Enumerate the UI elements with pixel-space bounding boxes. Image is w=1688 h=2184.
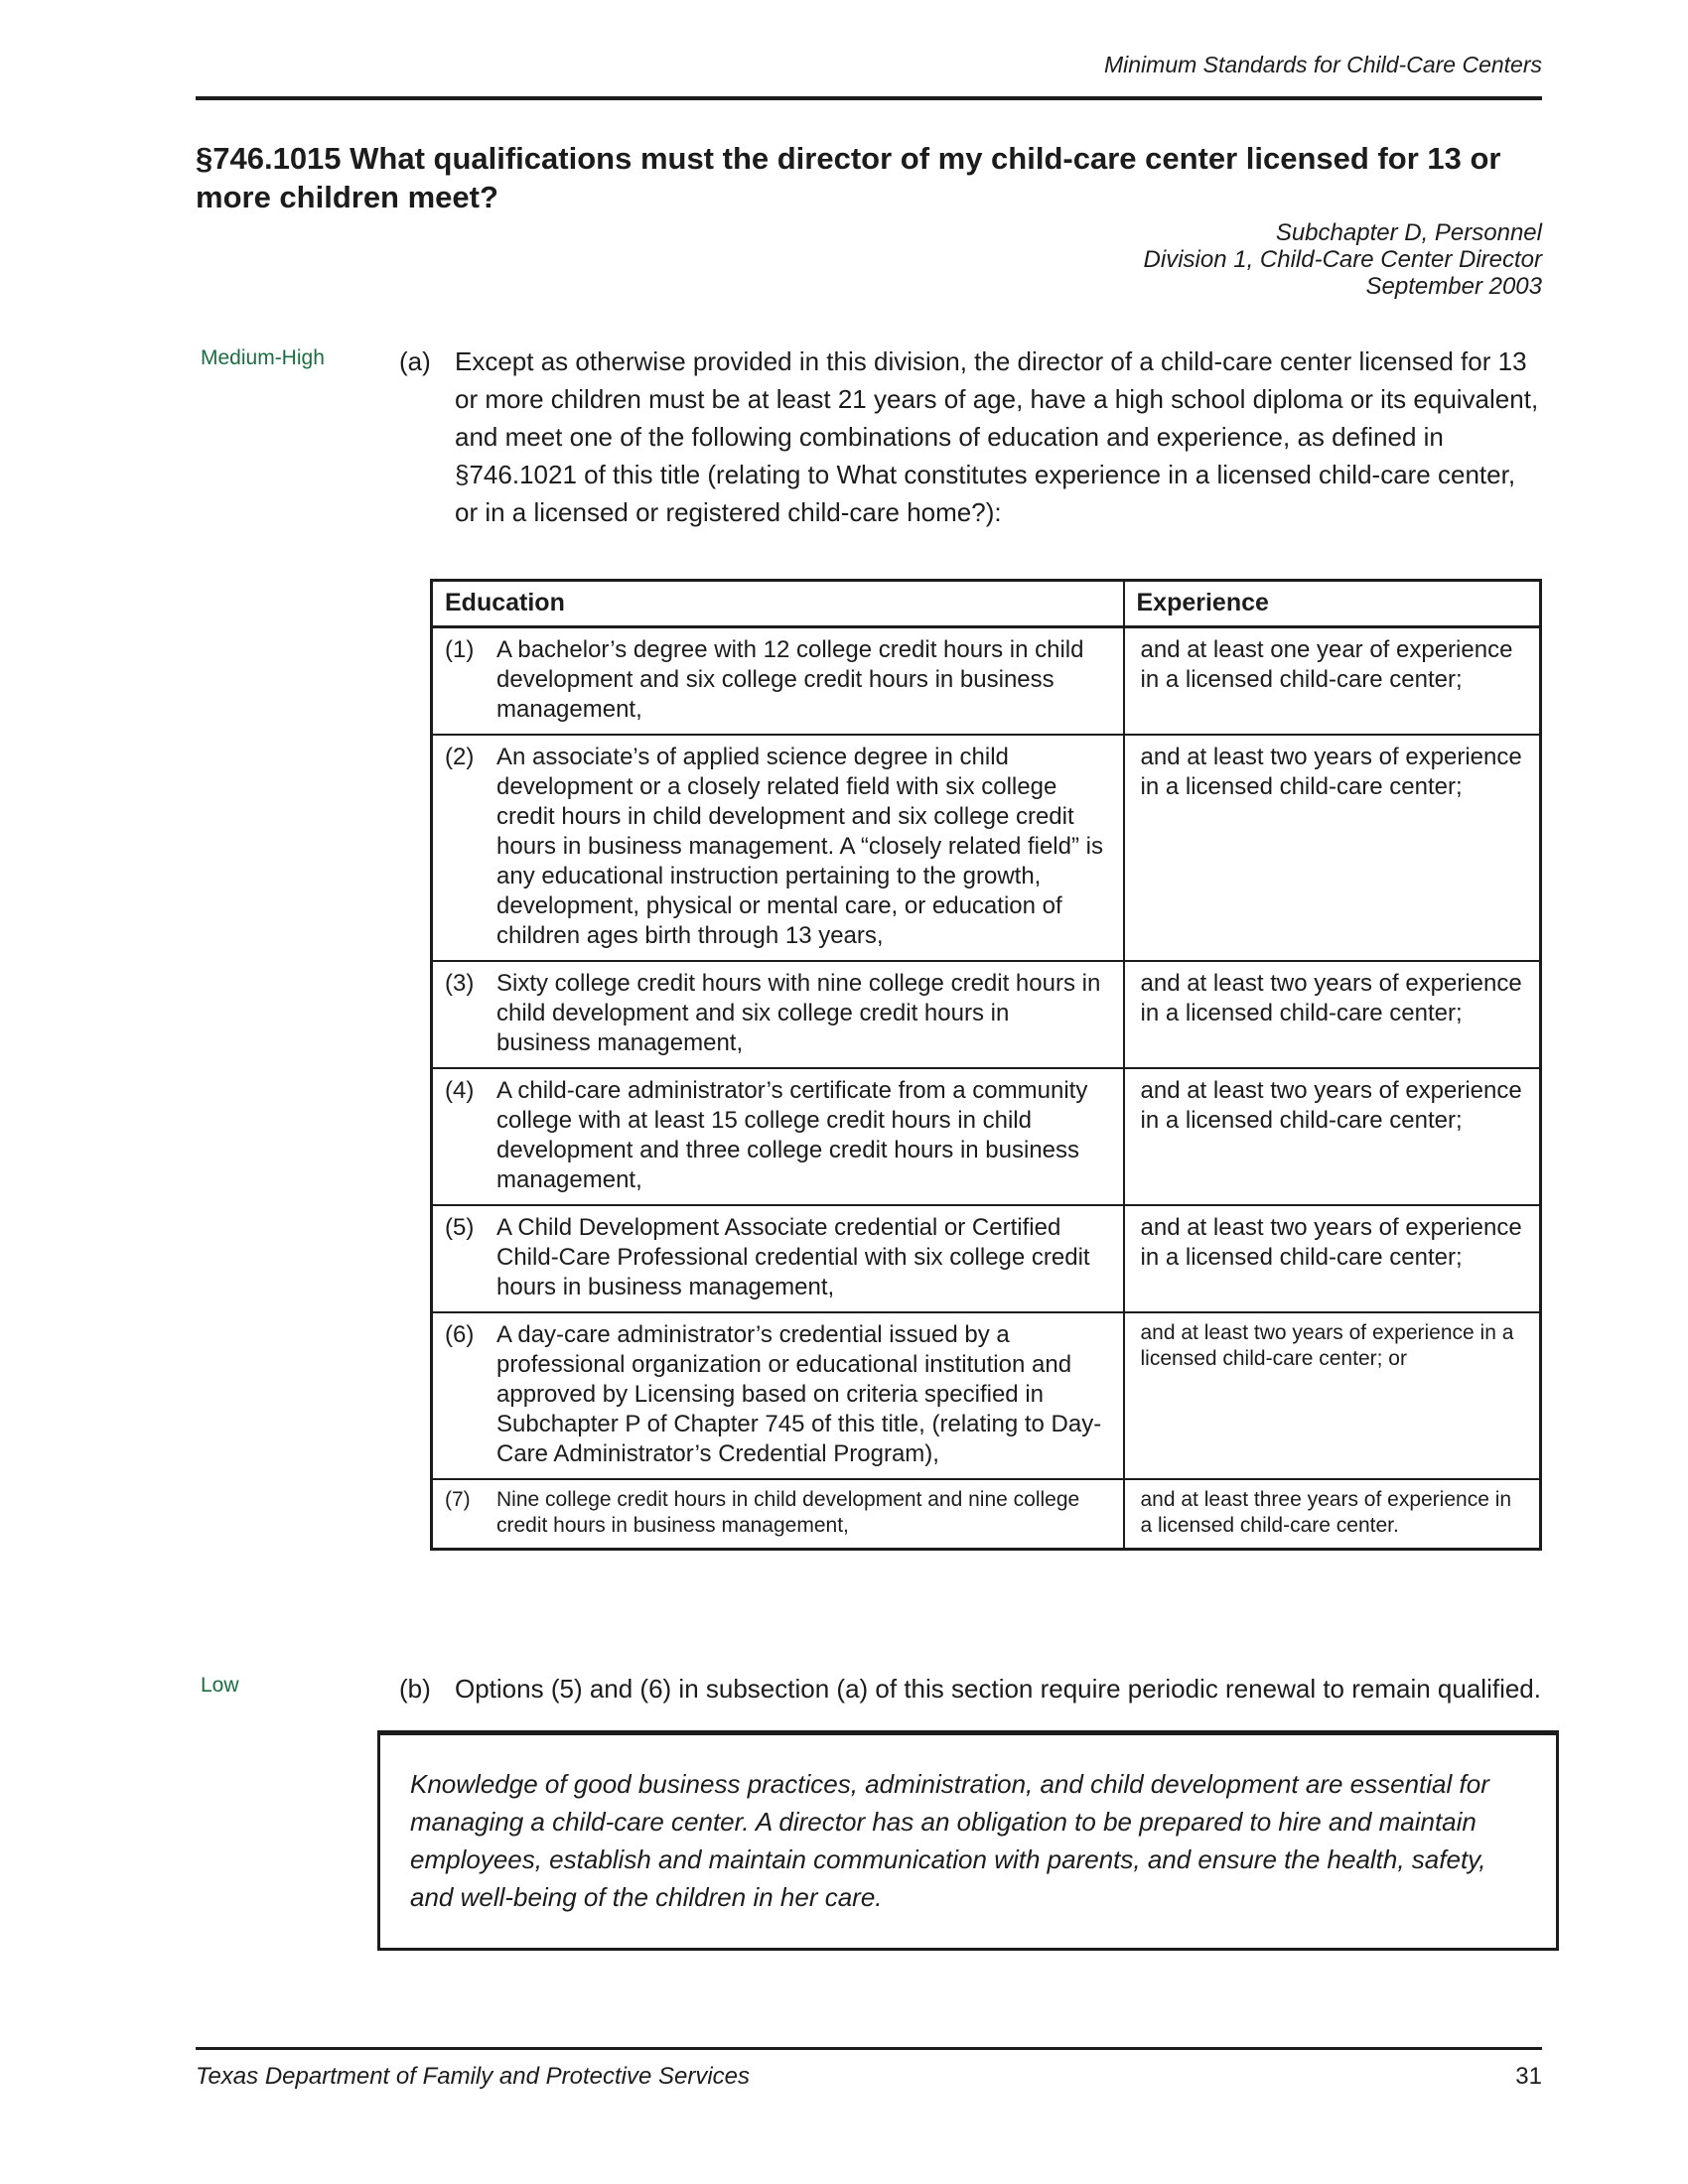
row-number: (7) [445,1488,471,1511]
table-row [432,1068,1541,1205]
subchapter-line: Subchapter D, Personnel [1275,219,1542,246]
subsection-a-text: Except as otherwise provided in this division, the director of a child-care center licensed for 13 or more children must be at least 21 years of age, have a high school diploma or its equivalent, and meet one of the following combinations of education and experience, as defined in §746.1021 of this title (relating to What constitutes experience in a licensed child-care center, or in a licensed or registered child-care home?): [455,346,1539,527]
experience-cell: and at least two years of experience in a licensed child-care center; [1124,735,1541,961]
experience-cell: and at least two years of experience in a licensed child-care center; [1124,1068,1541,1205]
row-number: (1) [445,636,475,663]
experience-cell: and at least two years of experience in a licensed child-care center; or [1124,1312,1541,1479]
education-text: A child-care administrator’s certificate from a community college with at least 15 college credit hours in child development and three college credit hours in business management, [496,1077,1088,1193]
subsection-a-paragraph [399,342,1551,531]
footer-rule [196,2047,1542,2050]
experience-cell: and at least two years of experience in a licensed child-care center; [1124,1205,1541,1312]
experience-column-header: Experience [1124,581,1541,627]
qualifications-table-body [432,627,1541,1550]
row-number: (5) [445,1214,475,1241]
weight-label-medium-high: Medium-High [201,346,325,369]
education-text: A day-care administrator’s credential issued by a professional organization or educational institution and approved by Licensing based on criteria specified in Subchapter P of Chapter 745 of this title, (relating to Day-Care Administrator’s Credential Program), [496,1321,1102,1467]
education-cell [432,1068,1124,1205]
subsection-b-paragraph [399,1670,1551,1707]
subsection-b-number: (b) [399,1674,431,1704]
division-line: Division 1, Child-Care Center Director [1143,246,1542,273]
section-title: §746.1015 What qualifications must the director of my child-care center licensed for 13 or more children meet? [196,141,1501,214]
table-row [432,1205,1541,1312]
footer-page-number: 31 [1515,2063,1542,2090]
education-cell [432,735,1124,961]
experience-cell: and at least two years of experience in a licensed child-care center; [1124,961,1541,1068]
experience-cell: and at least one year of experience in a licensed child-care center; [1124,627,1541,736]
subsection-a-number: (a) [399,346,431,376]
footer-agency: Texas Department of Family and Protective Services [196,2063,751,2090]
subsection-b-text: Options (5) and (6) in subsection (a) of this section require periodic renewal to remain qualified. [455,1674,1541,1704]
education-text: A Child Development Associate credential or Certified Child-Care Professional credential with six college credit hours in business management, [496,1214,1090,1300]
subheading-block [1144,219,1542,300]
table-row [432,735,1541,961]
running-header-title: Minimum Standards for Child-Care Centers [1104,52,1542,77]
table-row [432,1312,1541,1479]
row-number: (4) [445,1077,475,1104]
row-number: (2) [445,744,475,770]
education-text: A bachelor’s degree with 12 college credit hours in child development and six college credit hours in business management, [496,636,1084,723]
guidance-note-text: Knowledge of good business practices, administration, and child development are essential for managing a child-care center. A director has an obligation to be prepared to hire and maintain employees, establish and maintain communication with parents, and ensure the health, safety, and well-being of the children in her care. [410,1769,1489,1912]
row-number: (3) [445,970,475,997]
date-line: September 2003 [1365,273,1542,300]
education-cell [432,1312,1124,1479]
education-cell [432,1479,1124,1550]
table-row [432,1479,1541,1550]
education-cell [432,627,1124,736]
qualifications-table [430,579,1542,1551]
row-number: (6) [445,1321,475,1348]
education-text: An associate’s of applied science degree in child development or a closely related field with six college credit hours in child development and six college credit hours in business management. A “closely related field” is any educational instruction pertaining to the growth, development, physical or mental care, or education of children ages birth through 13 years, [496,744,1103,949]
education-text: Nine college credit hours in child development and nine college credit hours in business management, [496,1488,1080,1537]
education-column-header: Education [432,581,1124,627]
weight-label-low: Low [201,1674,239,1697]
education-cell [432,1205,1124,1312]
education-cell [432,961,1124,1068]
experience-cell: and at least three years of experience in a licensed child-care center. [1124,1479,1541,1550]
education-text: Sixty college credit hours with nine college credit hours in child development and six college credit hours in business management, [496,970,1101,1056]
table-header-row [432,581,1541,627]
table-row [432,961,1541,1068]
guidance-note-box [377,1730,1559,1951]
table-row [432,627,1541,736]
header-rule [196,96,1542,100]
